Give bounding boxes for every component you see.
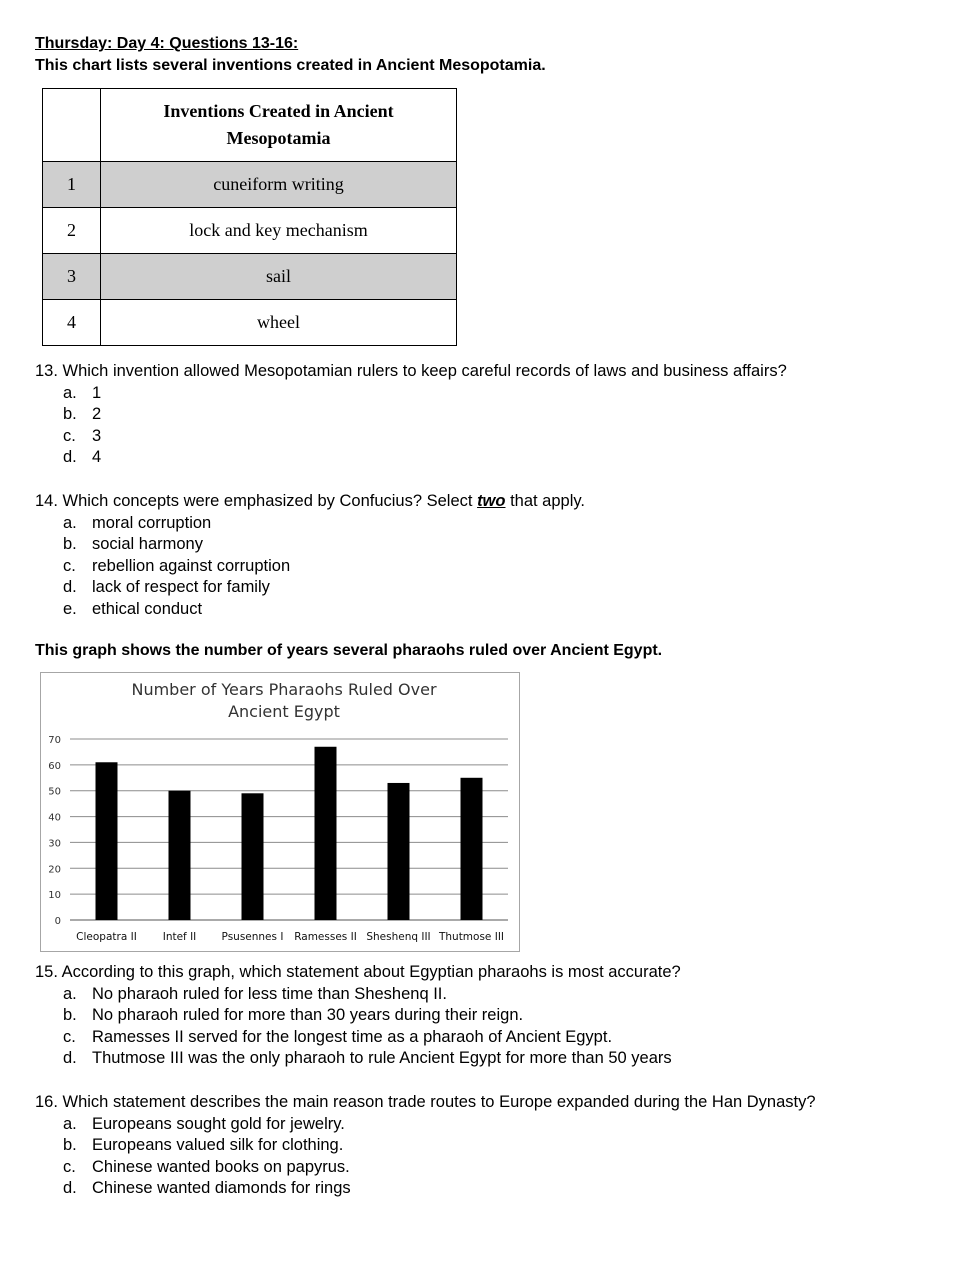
y-tick-label: 70 <box>48 735 61 746</box>
option-letter: d. <box>63 1179 77 1198</box>
row-number: 3 <box>43 254 101 300</box>
question-15 <box>35 962 681 1070</box>
option-text: rebellion against corruption <box>92 556 291 575</box>
answer-option[interactable] <box>35 383 787 405</box>
answer-option[interactable] <box>35 577 585 599</box>
option-letter: a. <box>63 984 77 1003</box>
option-letter: a. <box>63 513 77 532</box>
pharaoh-chart <box>40 672 520 952</box>
y-tick-label: 50 <box>48 786 61 798</box>
option-text: 1 <box>92 383 102 402</box>
option-text: Europeans valued silk for clothing. <box>92 1136 344 1155</box>
answer-option[interactable] <box>35 556 585 578</box>
table-row <box>43 208 457 254</box>
option-text: ethical conduct <box>92 599 203 618</box>
option-letter: a. <box>63 383 77 402</box>
question-stem: 16. Which statement describes the main reason trade routes to Europe expanded during the Han Dynasty? <box>35 1093 816 1111</box>
answer-options <box>35 1114 816 1200</box>
y-tick-label: 20 <box>48 864 61 876</box>
option-letter: d. <box>63 578 77 597</box>
answer-option[interactable] <box>35 404 787 426</box>
option-text: Chinese wanted books on papyrus. <box>92 1157 350 1176</box>
stem-emphasis: two <box>477 492 506 510</box>
answer-option[interactable] <box>35 1005 681 1027</box>
answer-options <box>35 513 585 621</box>
question-16 <box>35 1092 816 1200</box>
row-number: 2 <box>43 208 101 254</box>
answer-options <box>35 383 787 469</box>
answer-option[interactable] <box>35 447 787 469</box>
option-letter: c. <box>63 426 76 445</box>
question-stem <box>35 491 585 513</box>
x-category-label: Intef II <box>162 931 197 943</box>
bar <box>169 791 191 920</box>
chart-title-line1: Number of Years Pharaohs Ruled Over <box>131 680 437 699</box>
option-letter: c. <box>63 556 76 575</box>
answer-option[interactable] <box>35 984 681 1006</box>
option-letter: e. <box>63 599 77 618</box>
answer-option[interactable] <box>35 513 585 535</box>
bar <box>388 783 410 920</box>
question-14 <box>35 491 585 621</box>
table-header-row <box>43 89 457 162</box>
answer-options <box>35 984 681 1070</box>
option-letter: c. <box>63 1157 76 1176</box>
x-category-label: Ramesses II <box>294 931 357 943</box>
table-header-line2: Mesopotamia <box>226 128 331 148</box>
answer-option[interactable] <box>35 1114 816 1136</box>
table-header-line1: Inventions Created in Ancient <box>163 101 394 121</box>
y-tick-label: 30 <box>48 838 61 850</box>
stem-text: 14. Which concepts were emphasized by Confucius? Select <box>35 492 478 510</box>
option-text: Thutmose III was the only pharaoh to rule Ancient Egypt for more than 50 years <box>92 1049 672 1068</box>
bar <box>461 778 483 920</box>
x-category-label: Thutmose III <box>438 931 505 943</box>
option-text: No pharaoh ruled for less time than Sheshenq II. <box>92 984 447 1003</box>
option-text: social harmony <box>92 535 203 554</box>
option-letter: b. <box>63 1006 77 1025</box>
x-category-label: Cleopatra II <box>76 931 137 943</box>
row-invention: lock and key mechanism <box>101 208 457 254</box>
graph-intro: This graph shows the number of years several pharaohs ruled over Ancient Egypt. <box>35 642 663 659</box>
table-row <box>43 300 457 346</box>
answer-option[interactable] <box>35 1178 816 1200</box>
table-intro: This chart lists several inventions created in Ancient Mesopotamia. <box>35 57 546 74</box>
option-letter: d. <box>63 448 77 467</box>
page-title: Thursday: Day 4: Questions 13-16: <box>35 35 299 52</box>
answer-option[interactable] <box>35 1027 681 1049</box>
question-stem: 15. According to this graph, which statement about Egyptian pharaohs is most accurate? <box>35 963 681 981</box>
bar <box>96 762 118 920</box>
stem-text-end: that apply. <box>505 492 585 510</box>
bar <box>315 747 337 920</box>
option-letter: b. <box>63 405 77 424</box>
row-number: 1 <box>43 162 101 208</box>
question-stem: 13. Which invention allowed Mesopotamian rulers to keep careful records of laws and business affairs? <box>35 362 787 380</box>
chart-title-line2: Ancient Egypt <box>228 702 340 721</box>
option-text: Ramesses II served for the longest time as a pharaoh of Ancient Egypt. <box>92 1027 613 1046</box>
row-number: 4 <box>43 300 101 346</box>
table-row <box>43 162 457 208</box>
table-header-title <box>101 89 457 162</box>
row-invention: wheel <box>101 300 457 346</box>
bar <box>242 793 264 920</box>
table-row <box>43 254 457 300</box>
chart-svg <box>40 672 520 952</box>
option-text: Europeans sought gold for jewelry. <box>92 1114 345 1133</box>
option-text: moral corruption <box>92 513 212 532</box>
row-invention: cuneiform writing <box>101 162 457 208</box>
option-text: No pharaoh ruled for more than 30 years during their reign. <box>92 1006 524 1025</box>
option-letter: b. <box>63 1136 77 1155</box>
question-13 <box>35 361 787 469</box>
option-letter: d. <box>63 1049 77 1068</box>
answer-option[interactable] <box>35 1135 816 1157</box>
option-text: 3 <box>92 426 102 445</box>
option-letter: b. <box>63 535 77 554</box>
answer-option[interactable] <box>35 599 585 621</box>
option-text: lack of respect for family <box>92 578 270 597</box>
answer-option[interactable] <box>35 534 585 556</box>
option-letter: a. <box>63 1114 77 1133</box>
answer-option[interactable] <box>35 1048 681 1070</box>
answer-option[interactable] <box>35 426 787 448</box>
table-header-number <box>43 89 101 162</box>
option-text: 2 <box>92 405 102 424</box>
y-tick-label: 10 <box>48 890 61 902</box>
x-category-label: Sheshenq III <box>366 931 431 943</box>
option-letter: c. <box>63 1027 76 1046</box>
row-invention: sail <box>101 254 457 300</box>
y-tick-label: 0 <box>54 916 61 927</box>
option-text: Chinese wanted diamonds for rings <box>92 1179 351 1198</box>
answer-option[interactable] <box>35 1157 816 1179</box>
inventions-table <box>42 88 457 346</box>
option-text: 4 <box>92 448 102 467</box>
y-tick-label: 60 <box>48 760 61 772</box>
x-category-label: Psusennes I <box>221 931 284 943</box>
y-tick-label: 40 <box>48 812 61 824</box>
